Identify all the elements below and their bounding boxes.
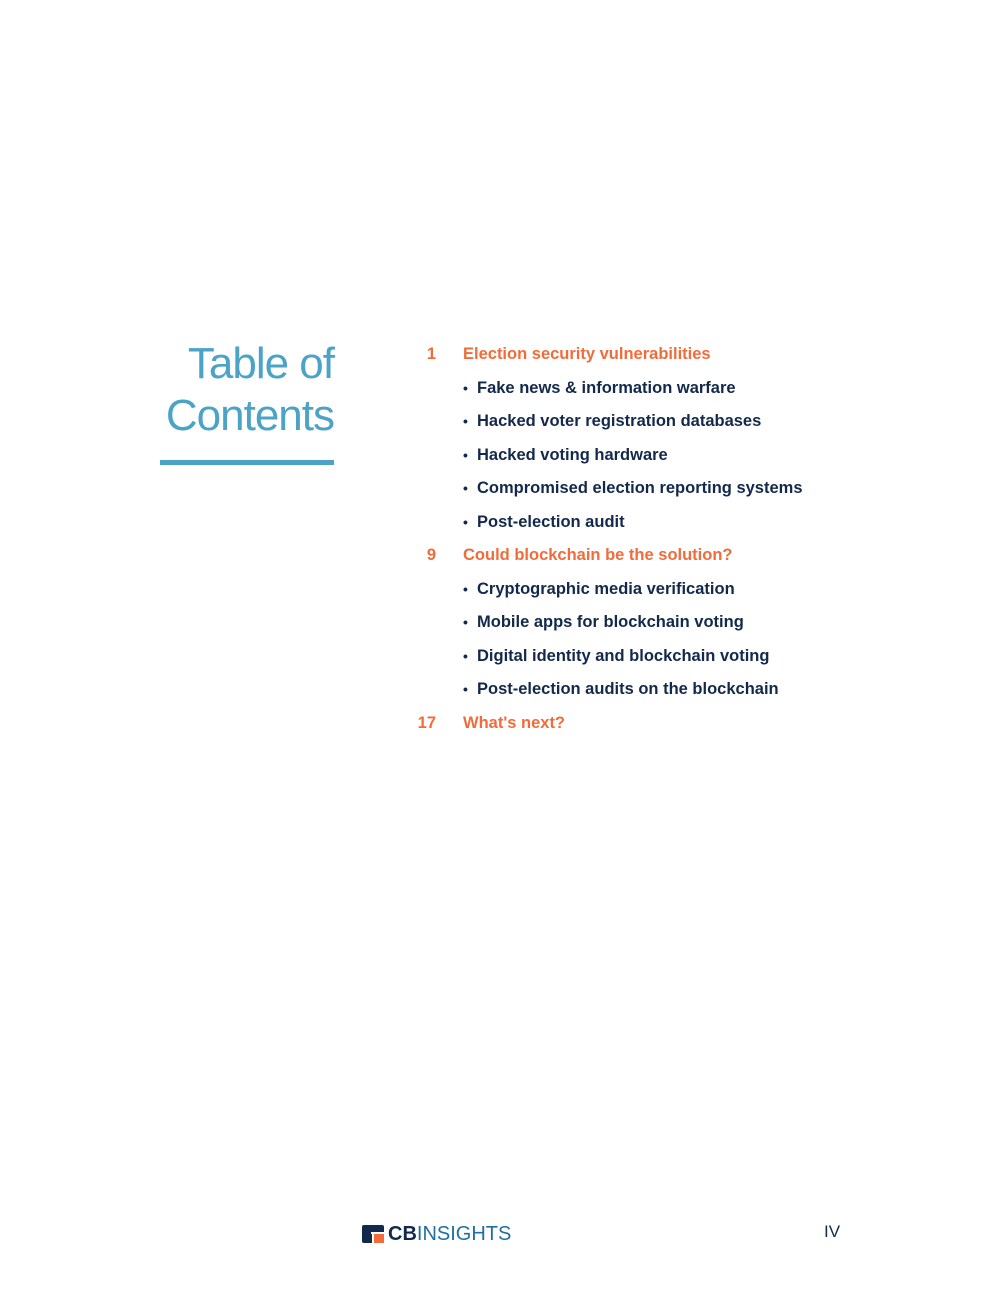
toc-subitem-label: Digital identity and blockchain voting <box>477 646 770 665</box>
toc-subitem-label: Cryptographic media verification <box>477 579 735 598</box>
toc-subitem[interactable] <box>400 509 920 543</box>
toc-subitem[interactable] <box>400 609 920 643</box>
page-title-line-1: Table of <box>187 339 334 388</box>
toc-subitem[interactable] <box>400 408 920 442</box>
toc-section-label: What's next? <box>463 713 566 732</box>
toc-subitem-label: Hacked voting hardware <box>477 445 668 464</box>
toc-subitem-label: Fake news & information warfare <box>477 378 736 397</box>
bullet-icon: • <box>463 413 468 429</box>
toc-page-number: 9 <box>426 546 436 564</box>
toc-section-label: Could blockchain be the solution? <box>463 546 733 564</box>
title-underline <box>160 460 334 465</box>
toc-subitem[interactable] <box>400 475 920 509</box>
logo-cb-text: CB <box>388 1223 417 1245</box>
bullet-icon: • <box>463 647 468 664</box>
toc-subitem-label: Post-election audits on the blockchain <box>477 680 779 698</box>
bullet-icon: • <box>463 480 468 496</box>
bullet-icon: • <box>463 614 468 630</box>
toc-subitem[interactable] <box>400 576 920 610</box>
toc-section-17[interactable] <box>400 710 920 744</box>
toc-subitem[interactable] <box>400 676 920 710</box>
toc-subitem-label: Compromised election reporting systems <box>477 479 803 497</box>
bullet-icon: • <box>463 446 468 463</box>
page-title <box>120 338 334 442</box>
toc-section-label: Election security vulnerabilities <box>463 345 711 363</box>
cb-insights-logo-icon <box>362 1225 384 1243</box>
bullet-icon: • <box>463 580 468 597</box>
bullet-icon: • <box>463 379 468 396</box>
toc-subitem[interactable] <box>400 442 920 476</box>
toc-subitem-label: Mobile apps for blockchain voting <box>477 613 744 631</box>
toc-section-1[interactable] <box>400 341 920 375</box>
page-number: IV <box>824 1222 841 1241</box>
logo-insights-text: INSIGHTS <box>416 1223 512 1245</box>
toc-subitem[interactable] <box>400 375 920 409</box>
bullet-icon: • <box>463 681 468 697</box>
cb-insights-logo <box>362 1224 511 1244</box>
toc-page-number: 17 <box>417 713 436 732</box>
logo-wordmark <box>388 1224 511 1244</box>
toc-section-9[interactable] <box>400 542 920 576</box>
bullet-icon: • <box>463 513 468 530</box>
toc-subitem-label: Hacked voter registration databases <box>477 412 762 430</box>
toc-page-number: 1 <box>426 345 436 363</box>
toc-subitem[interactable] <box>400 643 920 677</box>
toc-subitem-label: Post-election audit <box>477 512 625 531</box>
page-title-line-2: Contents <box>165 391 334 440</box>
table-of-contents <box>400 341 920 743</box>
